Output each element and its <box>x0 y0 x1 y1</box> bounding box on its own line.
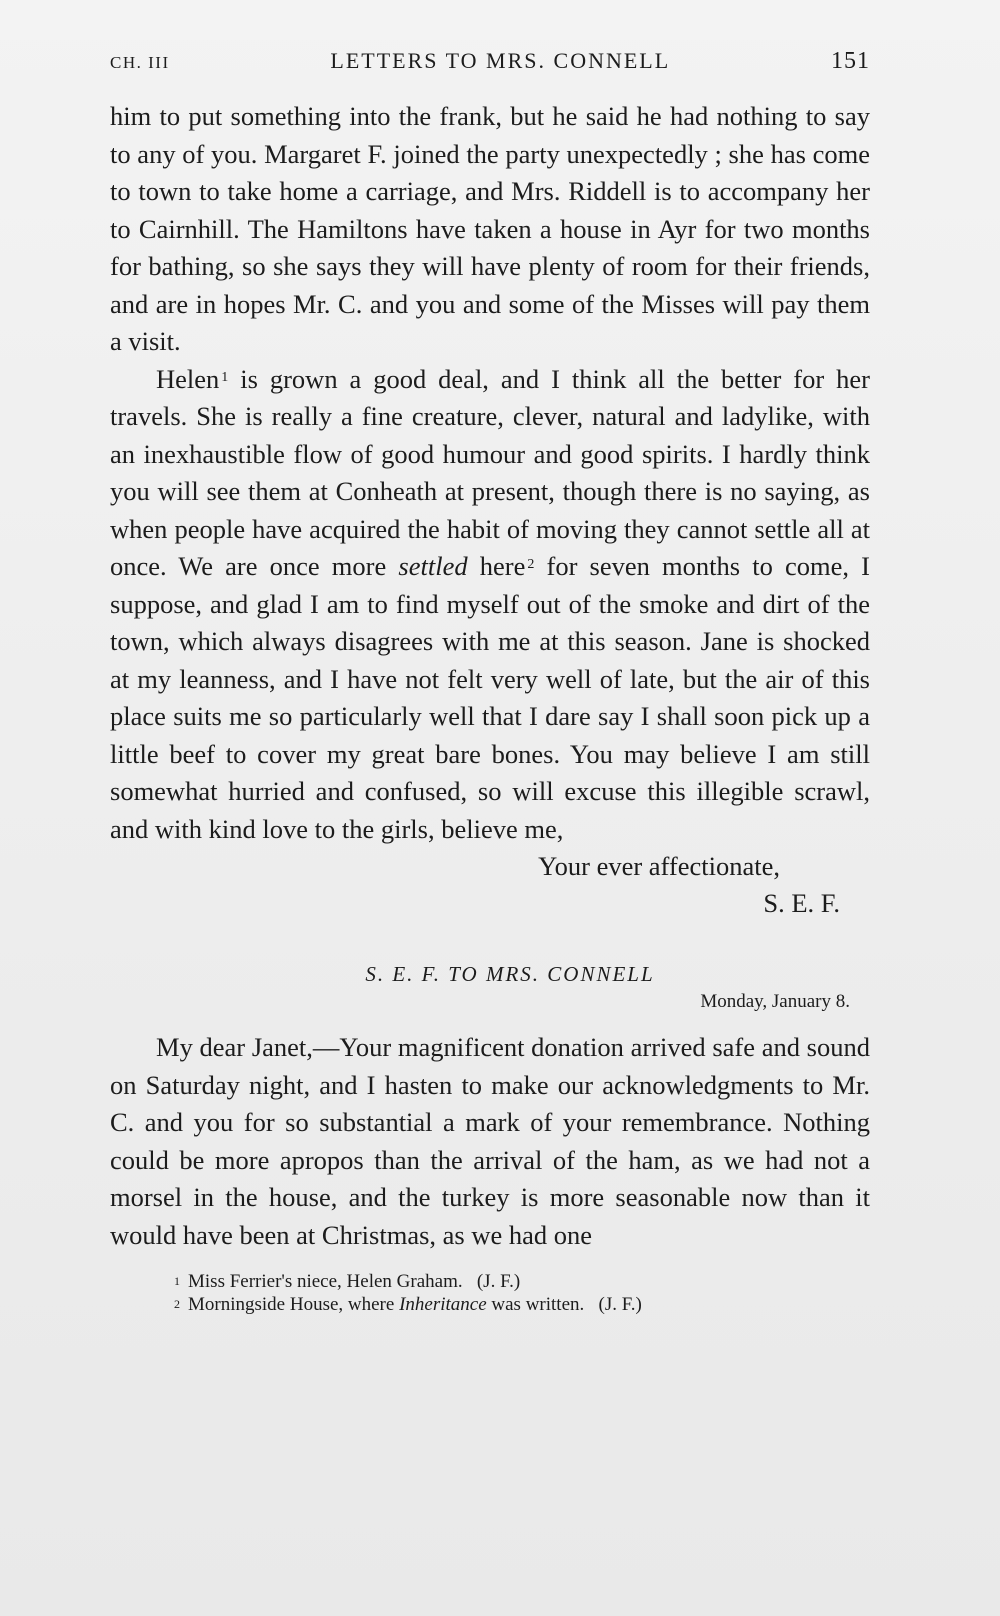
footnote-2-credit: (J. F.) <box>598 1294 642 1315</box>
footnote-ref-1: 1 <box>221 369 229 385</box>
italic-settled: settled <box>398 551 468 581</box>
valediction: Your ever affectionate, <box>538 851 780 881</box>
signature: S. E. F. <box>763 888 840 918</box>
paragraph-2-after-italic: here <box>467 551 526 581</box>
letter-2-body <box>110 1029 870 1254</box>
footnote-ref-2: 2 <box>527 557 535 572</box>
paragraph-2 <box>110 361 870 849</box>
footnote-2-text-after: was written. <box>486 1294 585 1315</box>
letter-closing <box>110 848 870 922</box>
footnotes <box>110 1270 870 1316</box>
footnote-1-credit: (J. F.) <box>476 1271 521 1292</box>
paragraph-1: him to put something into the frank, but he said he had nothing to say to any of you. Margaret F. joined the party unexpectedly ; she has come to town to take home a carriage, and Mrs. Riddell is to accompany her to Cairnhill. The Hamiltons have taken a house in Ayr for two months for bathing, so she says they will have plenty of room for their friends, and are in hopes Mr. C. and you and some of the Misses will pay them a visit. <box>110 101 870 356</box>
letter-body <box>110 98 870 848</box>
running-title: LETTERS TO MRS. CONNELL <box>330 48 671 73</box>
footnote-1-mark: 1 <box>174 1274 180 1288</box>
page-number: 151 <box>831 48 870 74</box>
footnote-1-text: Miss Ferrier's niece, Helen Graham. <box>188 1271 463 1292</box>
chapter-label: CH. III <box>110 53 170 72</box>
running-head <box>110 48 870 98</box>
letter-heading: S. E. F. TO MRS. CONNELL <box>365 962 655 986</box>
footnote-1 <box>174 1270 870 1293</box>
letter-2-paragraph: My dear Janet,—Your magnificent donation arrived safe and sound on Saturday night, and I hasten to make our acknowledgments to Mr. C. and you for so substantial a mark of your remembrance. Nothing could be more apropos than the arrival of the ham, as we had not a morsel in the house, and the turkey is more seasonable now than it would have been at Christmas, as we had one <box>110 1032 870 1250</box>
footnote-2 <box>174 1293 870 1316</box>
footnote-2-mark: 2 <box>174 1297 180 1311</box>
footnote-2-italic: Inheritance <box>399 1294 487 1315</box>
paragraph-2-start: Helen <box>156 363 220 394</box>
paragraph-2-end: for seven months to come, I suppose, and glad I am to find myself out of the smoke and dirt of the town, which always disagrees with me at this season. Jane is shocked at my leanness, and I have not felt very well of late, but the air of this place suits me so particularly well that I dare say I shall soon pick up a little beef to cover my great bare bones. You may believe I am still somewhat hurried and confused, so will excuse this illegible scrawl, and with kind love to the girls, believe me, <box>110 551 870 844</box>
paragraph-2-mid: is grown a good deal, and I think all the better for her travels. She is really a fine creature, clever, natural and ladylike, with an inexhaustible flow of good humour and good spirits. I hardly think you will see them at Conheath at present, though there is no saying, as when people have acquired the habit of moving they cannot settle all at once. We are once more <box>110 363 870 581</box>
letter-date: Monday, January 8. <box>700 991 850 1012</box>
footnote-2-text-before: Morningside House, where <box>188 1294 400 1315</box>
